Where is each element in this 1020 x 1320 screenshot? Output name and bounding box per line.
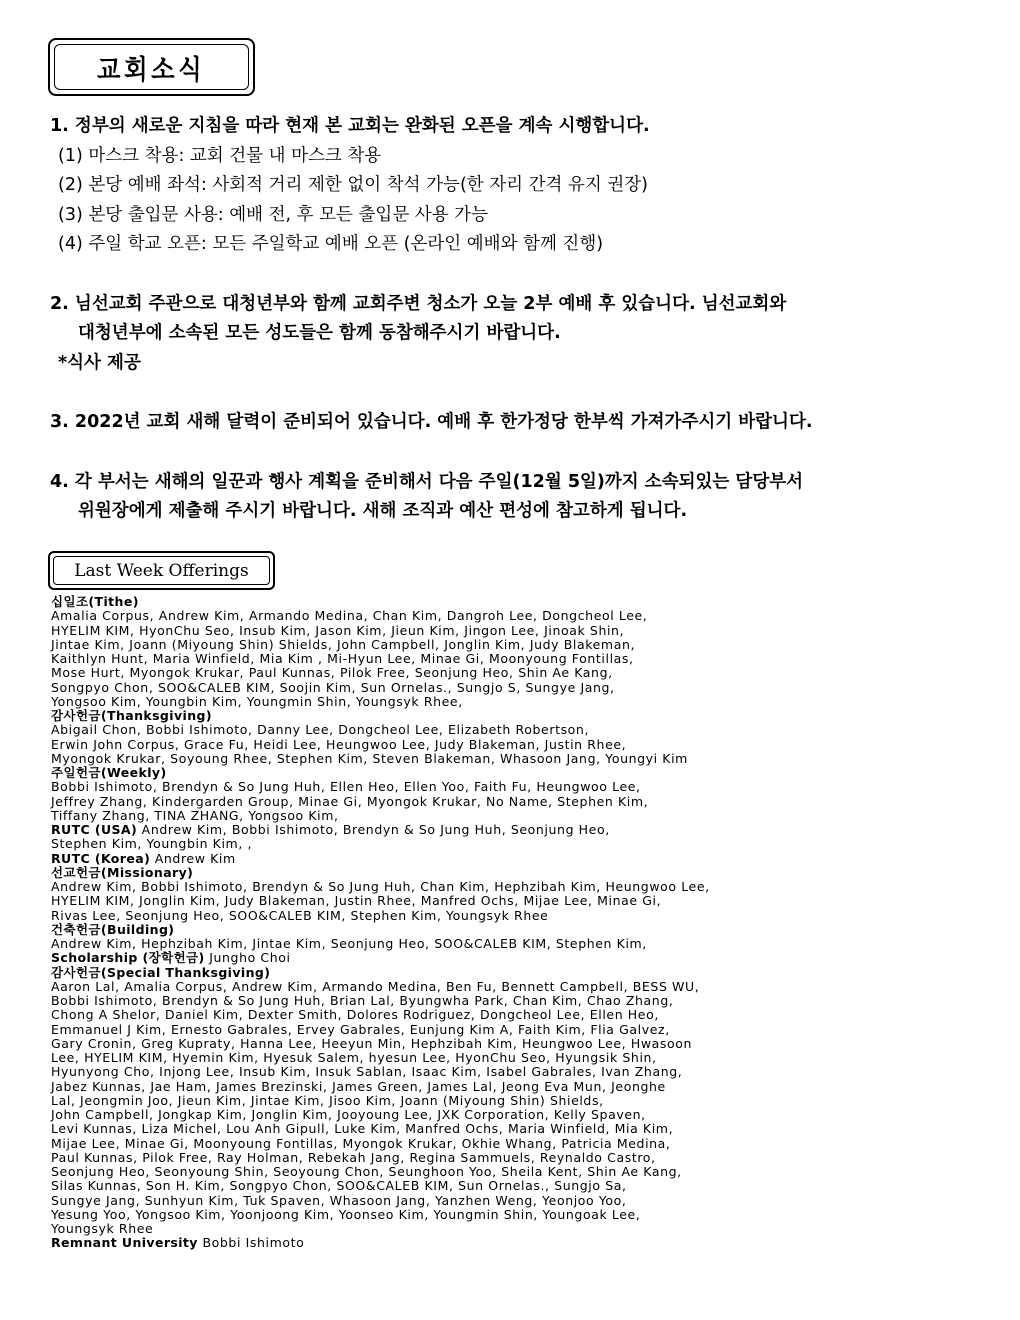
offerings-title: Last Week Offerings: [74, 560, 249, 581]
offering-names-line: Gary Cronin, Greg Kupraty, Hanna Lee, Heeyun Min, Hephzibah Kim, Heungwoo Lee, Hwasoon: [51, 1035, 693, 1051]
offering-names-line: Jabez Kunnas, Jae Ham, James Brezinski, James Green, James Lal, Jeong Eva Mun, Jeonghe: [51, 1078, 666, 1094]
offering-names-line: Kaithlyn Hunt, Maria Winfield, Mia Kim , Mi-Hyun Lee, Minae Gi, Moonyoung Fontillas,: [51, 651, 634, 666]
offering-names-line: Tiffany Zhang, TINA ZHANG, Yongsoo Kim,: [51, 807, 339, 823]
offering-names-line: Songpyo Chon, SOO&CALEB KIM, Soojin Kim, Sun Ornelas., Sungjo S, Sungye Jang,: [51, 679, 615, 695]
offering-names-line: Andrew Kim, Hephzibah Kim, Jintae Kim, Seonjung Heo, SOO&CALEB KIM, Stephen Kim,: [51, 936, 647, 951]
offering-heading-remnant-university: Remnant University: [51, 1235, 198, 1251]
offering-names-line: Youngsyk Rhee: [51, 1221, 154, 1236]
offering-names-line: Seonjung Heo, Seonyoung Shin, Seoyoung Chon, Seunghoon Yoo, Sheila Kent, Shin Ae Kang,: [51, 1164, 682, 1179]
offering-names-line: Bobbi Ishimoto, Brendyn & So Jung Huh, Ellen Heo, Ellen Yoo, Faith Fu, Heungwoo Lee,: [51, 779, 641, 795]
offering-names-line: Lee, HYELIM KIM, Hyemin Kim, Hyesuk Salem, hyesun Lee, HyonChu Seo, Hyungsik Shin,: [51, 1050, 657, 1065]
notice-2-note: *식사 제공: [58, 352, 141, 373]
notice-2-line: 2. 님선교회 주관으로 대청년부와 함께 교회주변 청소가 오늘 2부 예배 후 있습니다. 님선교회와: [50, 293, 787, 314]
offering-names-line: Myongok Krukar, Soyoung Rhee, Stephen Kim, Steven Blakeman, Whasoon Jang, Youngyi Kim: [51, 750, 688, 766]
offering-names-line: Levi Kunnas, Liza Michel, Lou Anh Gipull, Luke Kim, Manfred Ochs, Maria Winfield, Mia Kim,: [51, 1121, 674, 1137]
offering-names-line: Paul Kunnas, Pilok Free, Ray Holman, Rebekah Jang, Regina Sammuels, Reynaldo Castro,: [51, 1149, 656, 1165]
offering-names-line: Lal, Jeongmin Joo, Jieun Kim, Jintae Kim, Jisoo Kim, Joann (Miyoung Shin) Shields,: [51, 1092, 604, 1108]
offering-names-line: Stephen Kim, Youngbin Kim, ,: [51, 836, 253, 852]
offering-heading-missionary: 선교헌금(Missionary): [51, 864, 194, 880]
notice-1-item: (3) 본당 출입문 사용: 예배 전, 후 모든 출입문 사용 가능: [58, 204, 488, 225]
offering-names-line: Chong A Shelor, Daniel Kim, Dexter Smith, Dolores Rodriguez, Dongcheol Lee, Ellen Heo,: [51, 1007, 659, 1023]
offering-names-line: Jintae Kim, Joann (Miyoung Shin) Shields, John Campbell, Jonglin Kim, Judy Blakeman,: [51, 636, 636, 652]
offering-names-line: Erwin John Corpus, Grace Fu, Heidi Lee, Heungwoo Lee, Judy Blakeman, Justin Rhee,: [51, 736, 627, 752]
church-news-header-box: [48, 38, 255, 96]
notice-4-line: 4. 각 부서는 새해의 일꾼과 행사 계획을 준비해서 다음 주일(12월 5일)까지 소속되있는 담당부서: [50, 471, 804, 492]
notices-section: [50, 112, 990, 527]
offering-names-line: HYELIM KIM, HyonChu Seo, Insub Kim, Jason Kim, Jieun Kim, Jingon Lee, Jinoak Shin,: [51, 622, 625, 638]
offering-heading-thanksgiving: 감사헌금(Thanksgiving): [51, 708, 212, 723]
offering-heading-tithe: 십일조(Tithe): [51, 594, 139, 609]
notice-1-item: (4) 주일 학교 오픈: 모든 주일학교 예배 오픈 (온라인 예배와 함께 진행): [58, 234, 604, 254]
offering-names-line: HYELIM KIM, Jonglin Kim, Judy Blakeman, Justin Rhee, Manfred Ochs, Mijae Lee, Minae Gi,: [51, 893, 662, 909]
offering-names-inline: Bobbi Ishimoto: [197, 1235, 305, 1251]
offering-names-line: Bobbi Ishimoto, Brendyn & So Jung Huh, Brian Lal, Byungwha Park, Chan Kim, Chao Zhang,: [51, 993, 674, 1008]
notice-1-item: (2) 본당 예배 좌석: 사회적 거리 제한 없이 착석 가능(한 자리 간격 유지 권장): [58, 175, 648, 195]
notice-2-line: 대청년부에 소속된 모든 성도들은 함께 동참해주시기 바랍니다.: [78, 323, 561, 343]
church-news-title: 교회소식: [97, 54, 206, 86]
offering-names-line: John Campbell, Jongkap Kim, Jonglin Kim, Jooyoung Lee, JXK Corporation, Kelly Spaven,: [51, 1107, 646, 1122]
offering-heading-weekly: 주일헌금(Weekly): [51, 765, 167, 780]
offering-names-line: Amalia Corpus, Andrew Kim, Armando Medina, Chan Kim, Dangroh Lee, Dongcheol Lee,: [51, 608, 648, 624]
offering-names-line: Abigail Chon, Bobbi Ishimoto, Danny Lee, Dongcheol Lee, Elizabeth Robertson,: [51, 722, 590, 738]
offering-heading-building: 건축헌금(Building): [51, 921, 175, 937]
notice-1-title: 1. 정부의 새로운 지침을 따라 현재 본 교회는 완화된 오픈을 계속 시행합니다.: [50, 116, 650, 136]
offering-names-inline: Jungho Choi: [204, 950, 291, 966]
offering-names-line: Mose Hurt, Myongok Krukar, Paul Kunnas, Pilok Free, Seonjung Heo, Shin Ae Kang,: [51, 665, 613, 681]
offering-names-line: Andrew Kim, Bobbi Ishimoto, Brendyn & So Jung Huh, Chan Kim, Hephzibah Kim, Heungwoo Lee,: [51, 879, 710, 894]
offering-names-line: Mijae Lee, Minae Gi, Moonyoung Fontillas, Myongok Krukar, Okhie Whang, Patricia Medina,: [51, 1135, 671, 1151]
offering-names-line: Rivas Lee, Seonjung Heo, SOO&CALEB KIM, Stephen Kim, Youngsyk Rhee: [51, 907, 549, 923]
offering-names-line: Jeffrey Zhang, Kindergarden Group, Minae Gi, Myongok Krukar, No Name, Stephen Kim,: [51, 793, 649, 809]
offering-names-line: Yesung Yoo, Yongsoo Kim, Yoonjoong Kim, Yoonseo Kim, Youngmin Shin, Youngoak Lee,: [51, 1206, 641, 1222]
offering-names-inline: Andrew Kim: [150, 850, 236, 866]
church-news-header-inner: [54, 44, 249, 90]
offering-names-line: Yongsoo Kim, Youngbin Kim, Youngmin Shin, Youngsyk Rhee,: [51, 693, 463, 709]
offering-names-line: Emmanuel J Kim, Ernesto Gabrales, Ervey Gabrales, Eunjung Kim A, Faith Kim, Flia Galvez,: [51, 1021, 670, 1037]
offerings-header-box: [48, 551, 275, 590]
offering-names-line: Sungye Jang, Sunhyun Kim, Tuk Spaven, Whasoon Jang, Yanzhen Weng, Yeonjoo Yoo,: [51, 1192, 627, 1208]
offering-names-line: Hyunyong Cho, Injong Lee, Insub Kim, Insuk Sablan, Isaac Kim, Isabel Gabrales, Ivan Zhang,: [51, 1064, 683, 1080]
notice-3-line: 3. 2022년 교회 새해 달력이 준비되어 있습니다. 예배 후 한가정당 한부씩 가져가주시기 바랍니다.: [50, 412, 813, 432]
offering-names-inline: Andrew Kim, Bobbi Ishimoto, Brendyn & So Jung Huh, Seonjung Heo,: [137, 822, 610, 837]
offering-names-line: Silas Kunnas, Son H. Kim, Songpyo Chon, SOO&CALEB KIM, Sun Ornelas., Sungjo Sa,: [51, 1178, 627, 1194]
offerings-list: [51, 595, 991, 1251]
notice-4-line: 위원장에게 제출해 주시기 바랍니다. 새해 조직과 예산 편성에 참고하게 됩니다.: [78, 501, 688, 521]
notice-1-item: (1) 마스크 착용: 교회 건물 내 마스크 착용: [58, 145, 382, 166]
offering-names-line: Aaron Lal, Amalia Corpus, Andrew Kim, Armando Medina, Ben Fu, Bennett Campbell, BESS WU,: [51, 978, 700, 994]
offering-heading-rutc-korea: RUTC (Korea): [51, 850, 151, 866]
offering-heading-scholarship: Scholarship (장학헌금): [51, 950, 205, 966]
offering-heading-rutc-usa: RUTC (USA): [51, 822, 138, 837]
offerings-header-inner: [53, 556, 270, 585]
offering-heading-special-thanksgiving: 감사헌금(Special Thanksgiving): [51, 964, 271, 980]
